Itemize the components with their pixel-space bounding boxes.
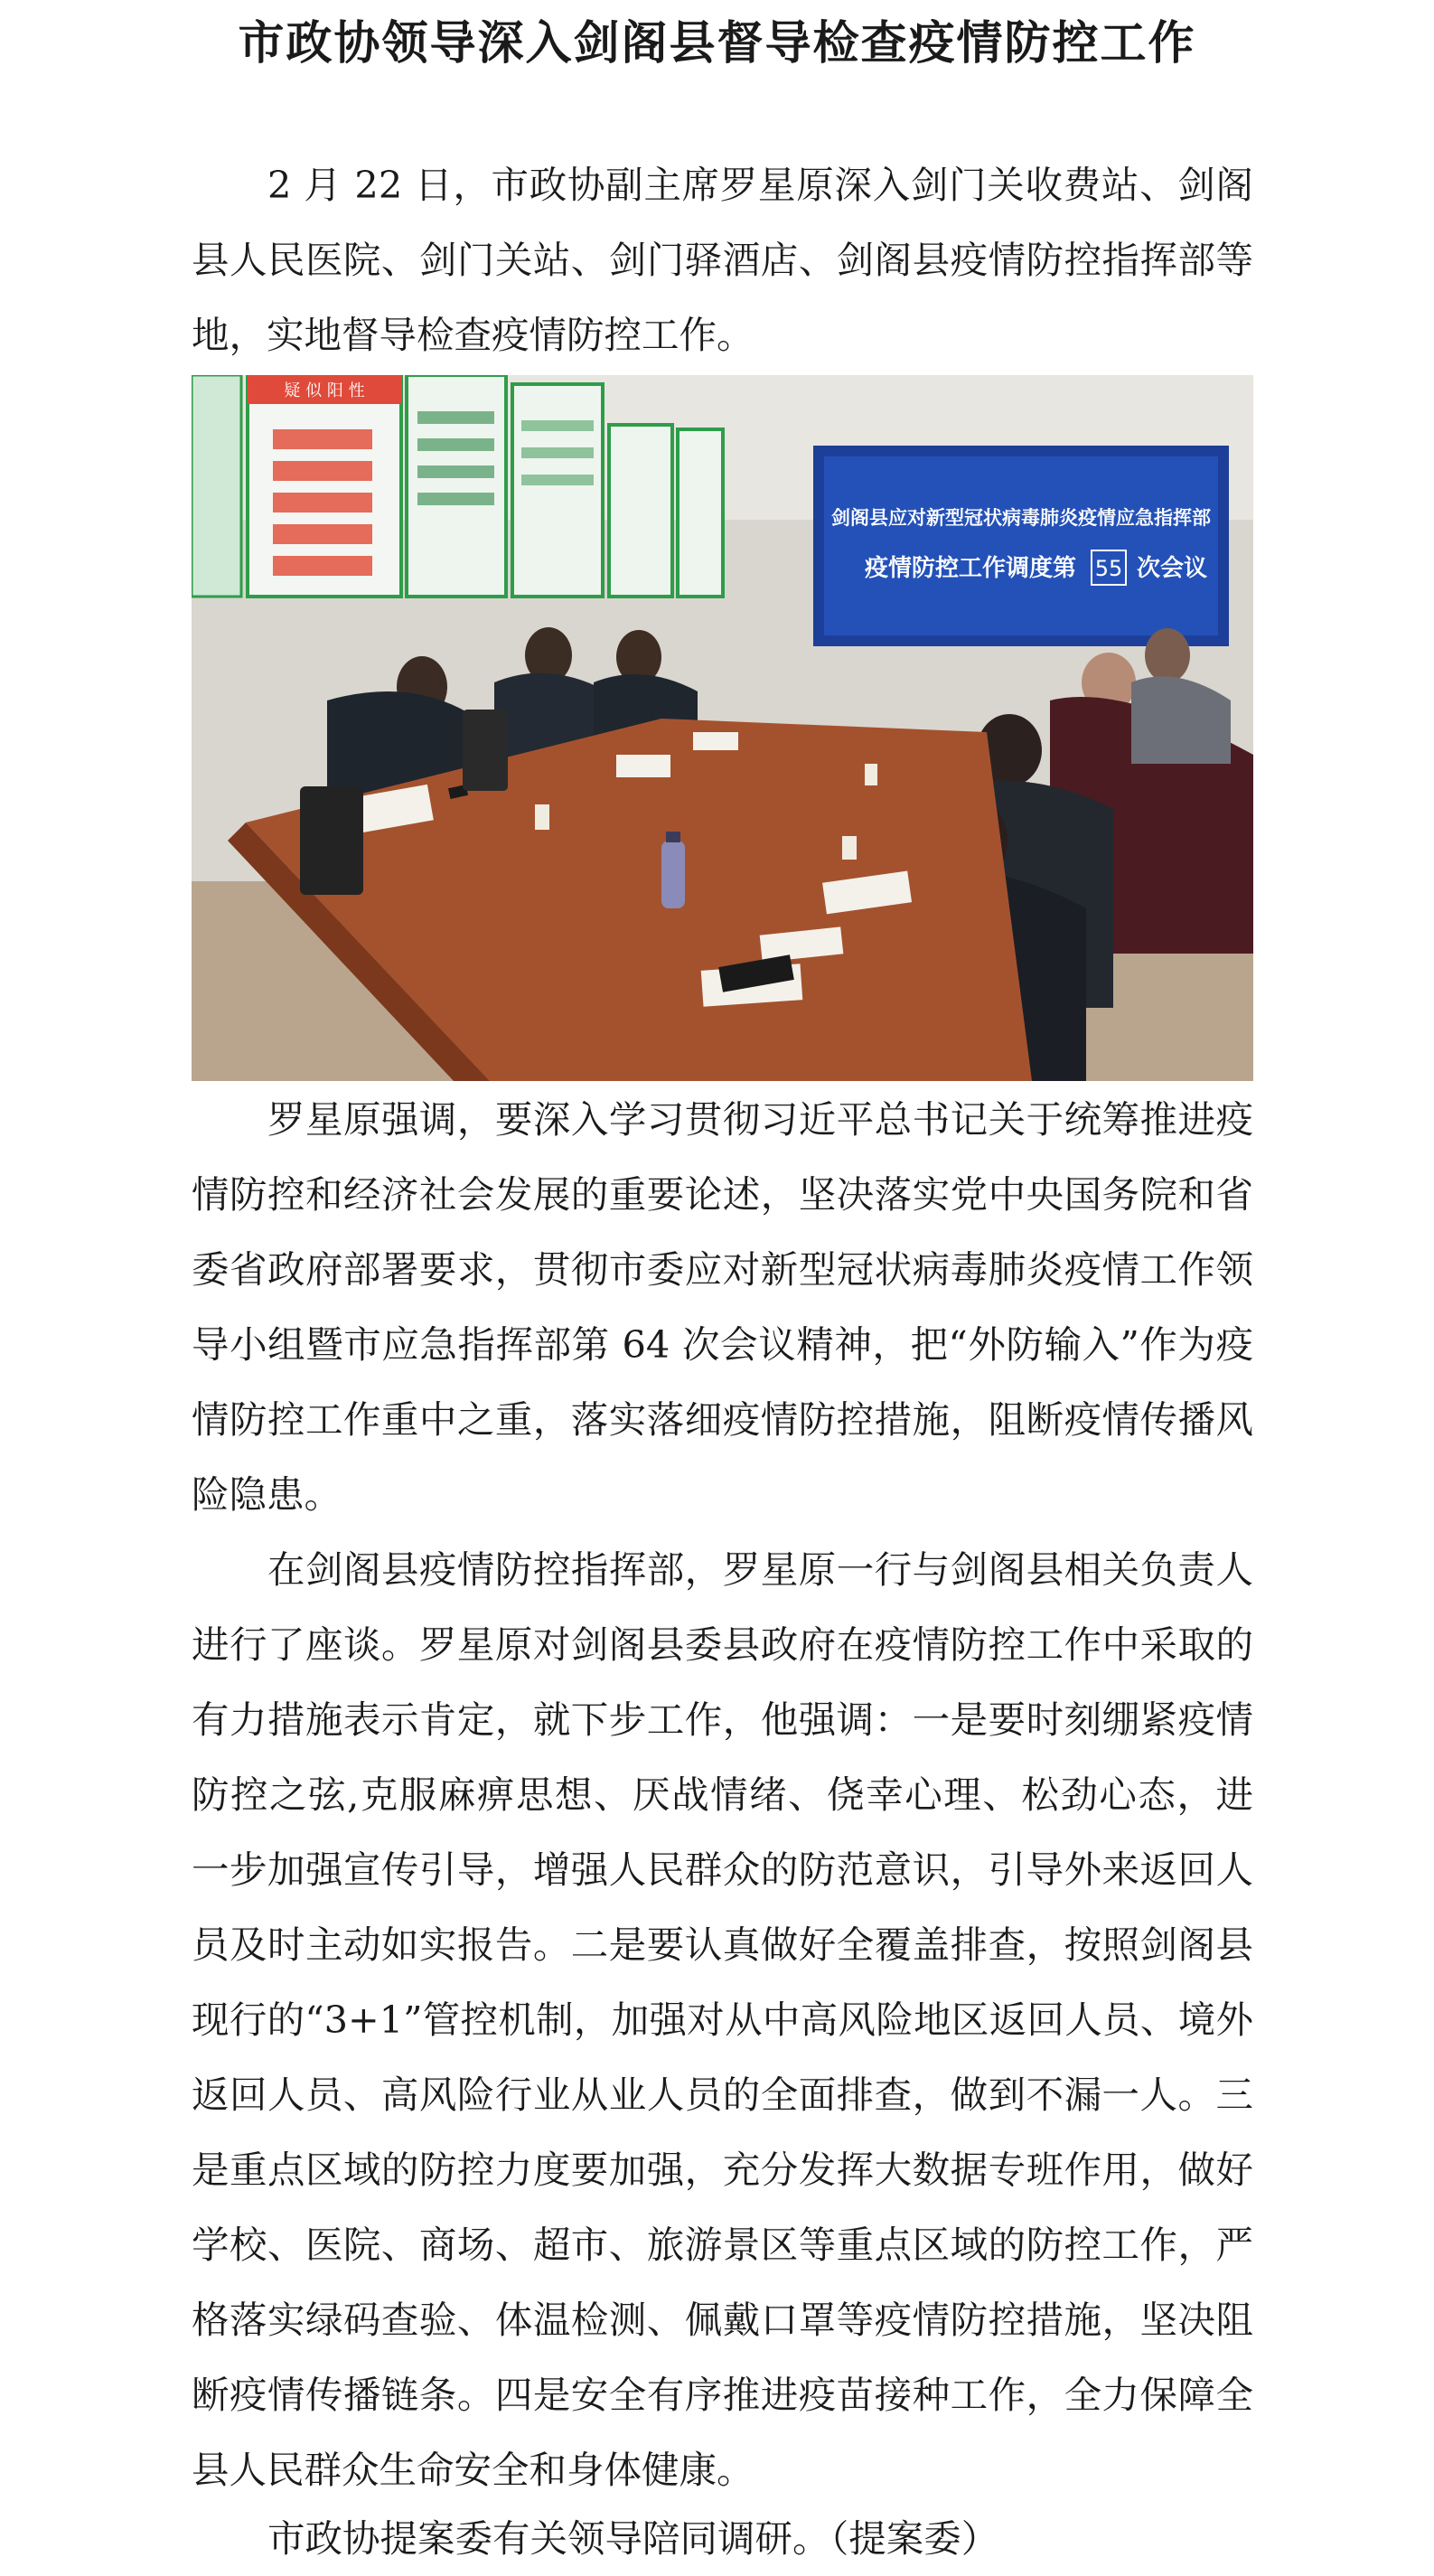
paragraph-emphasis: 罗星原强调，要深入学习贯彻习近平总书记关于统筹推进疫情防控和经济社会发展的重要论述，坚决落实党中央国务院和省委省政府部署要求，贯彻市委应对新型冠状病毒肺炎疫情工作领导小组暨市应急指挥部第 64 次会议精神，把“外防输入”作为疫情防控工作重中之重，落实落细疫情防控措施，阻断疫情传播风险隐患。 [192,1097,1253,1517]
screen-suffix: 次会议 [1136,555,1208,582]
paragraph-closing: 市政协提案委有关领导陪同调研。（提案委） [267,2516,999,2561]
poster-heading: 疑 似 阳 性 [284,381,365,400]
page-title: 市政协领导深入剑阁县督导检查疫情防控工作 [238,16,1196,71]
screen-number: 55 [1094,556,1123,581]
paragraph-intro: 2 月 22 日，市政协副主席罗星原深入剑门关收费站、剑阁县人民医院、剑门关站、剑门驿酒店、剑阁县疫情防控指挥部等地，实地督导检查疫情防控工作。 [192,163,1253,357]
meeting-photo [192,375,1253,1081]
meeting-screen [813,446,1229,646]
screen-line-2: 疫情防控工作调度第 [864,555,1077,582]
paragraph-symposium: 在剑阁县疫情防控指挥部，罗星原一行与剑阁县相关负责人进行了座谈。罗星原对剑阁县委县政府在疫情防控工作中采取的有力措施表示肯定，就下步工作，他强调：一是要时刻绷紧疫情防控之弦,克服麻痹思想、厌战情绪、侥幸心理、松劲心态，进一步加强宣传引导，增强人民群众的防范意识，引导外来返回人员及时主动如实报告。二是要认真做好全覆盖排查，按照剑阁县现行的“3+1”管控机制，加强对从中高风险地区返回人员、境外返回人员、高风险行业从业人员的全面排查，做到不漏一人。三是重点区域的防控力度要加强，充分发挥大数据专班作用，做好学校、医院、商场、超市、旅游景区等重点区域的防控工作，严格落实绿码查验、体温检测、佩戴口罩等疫情防控措施，坚决阻断疫情传播链条。四是安全有序推进疫苗接种工作，全力保障全县人民群众生命安全和身体健康。 [192,1547,1253,2492]
screen-line-1: 剑阁县应对新型冠状病毒肺炎疫情应急指挥部 [831,507,1211,529]
